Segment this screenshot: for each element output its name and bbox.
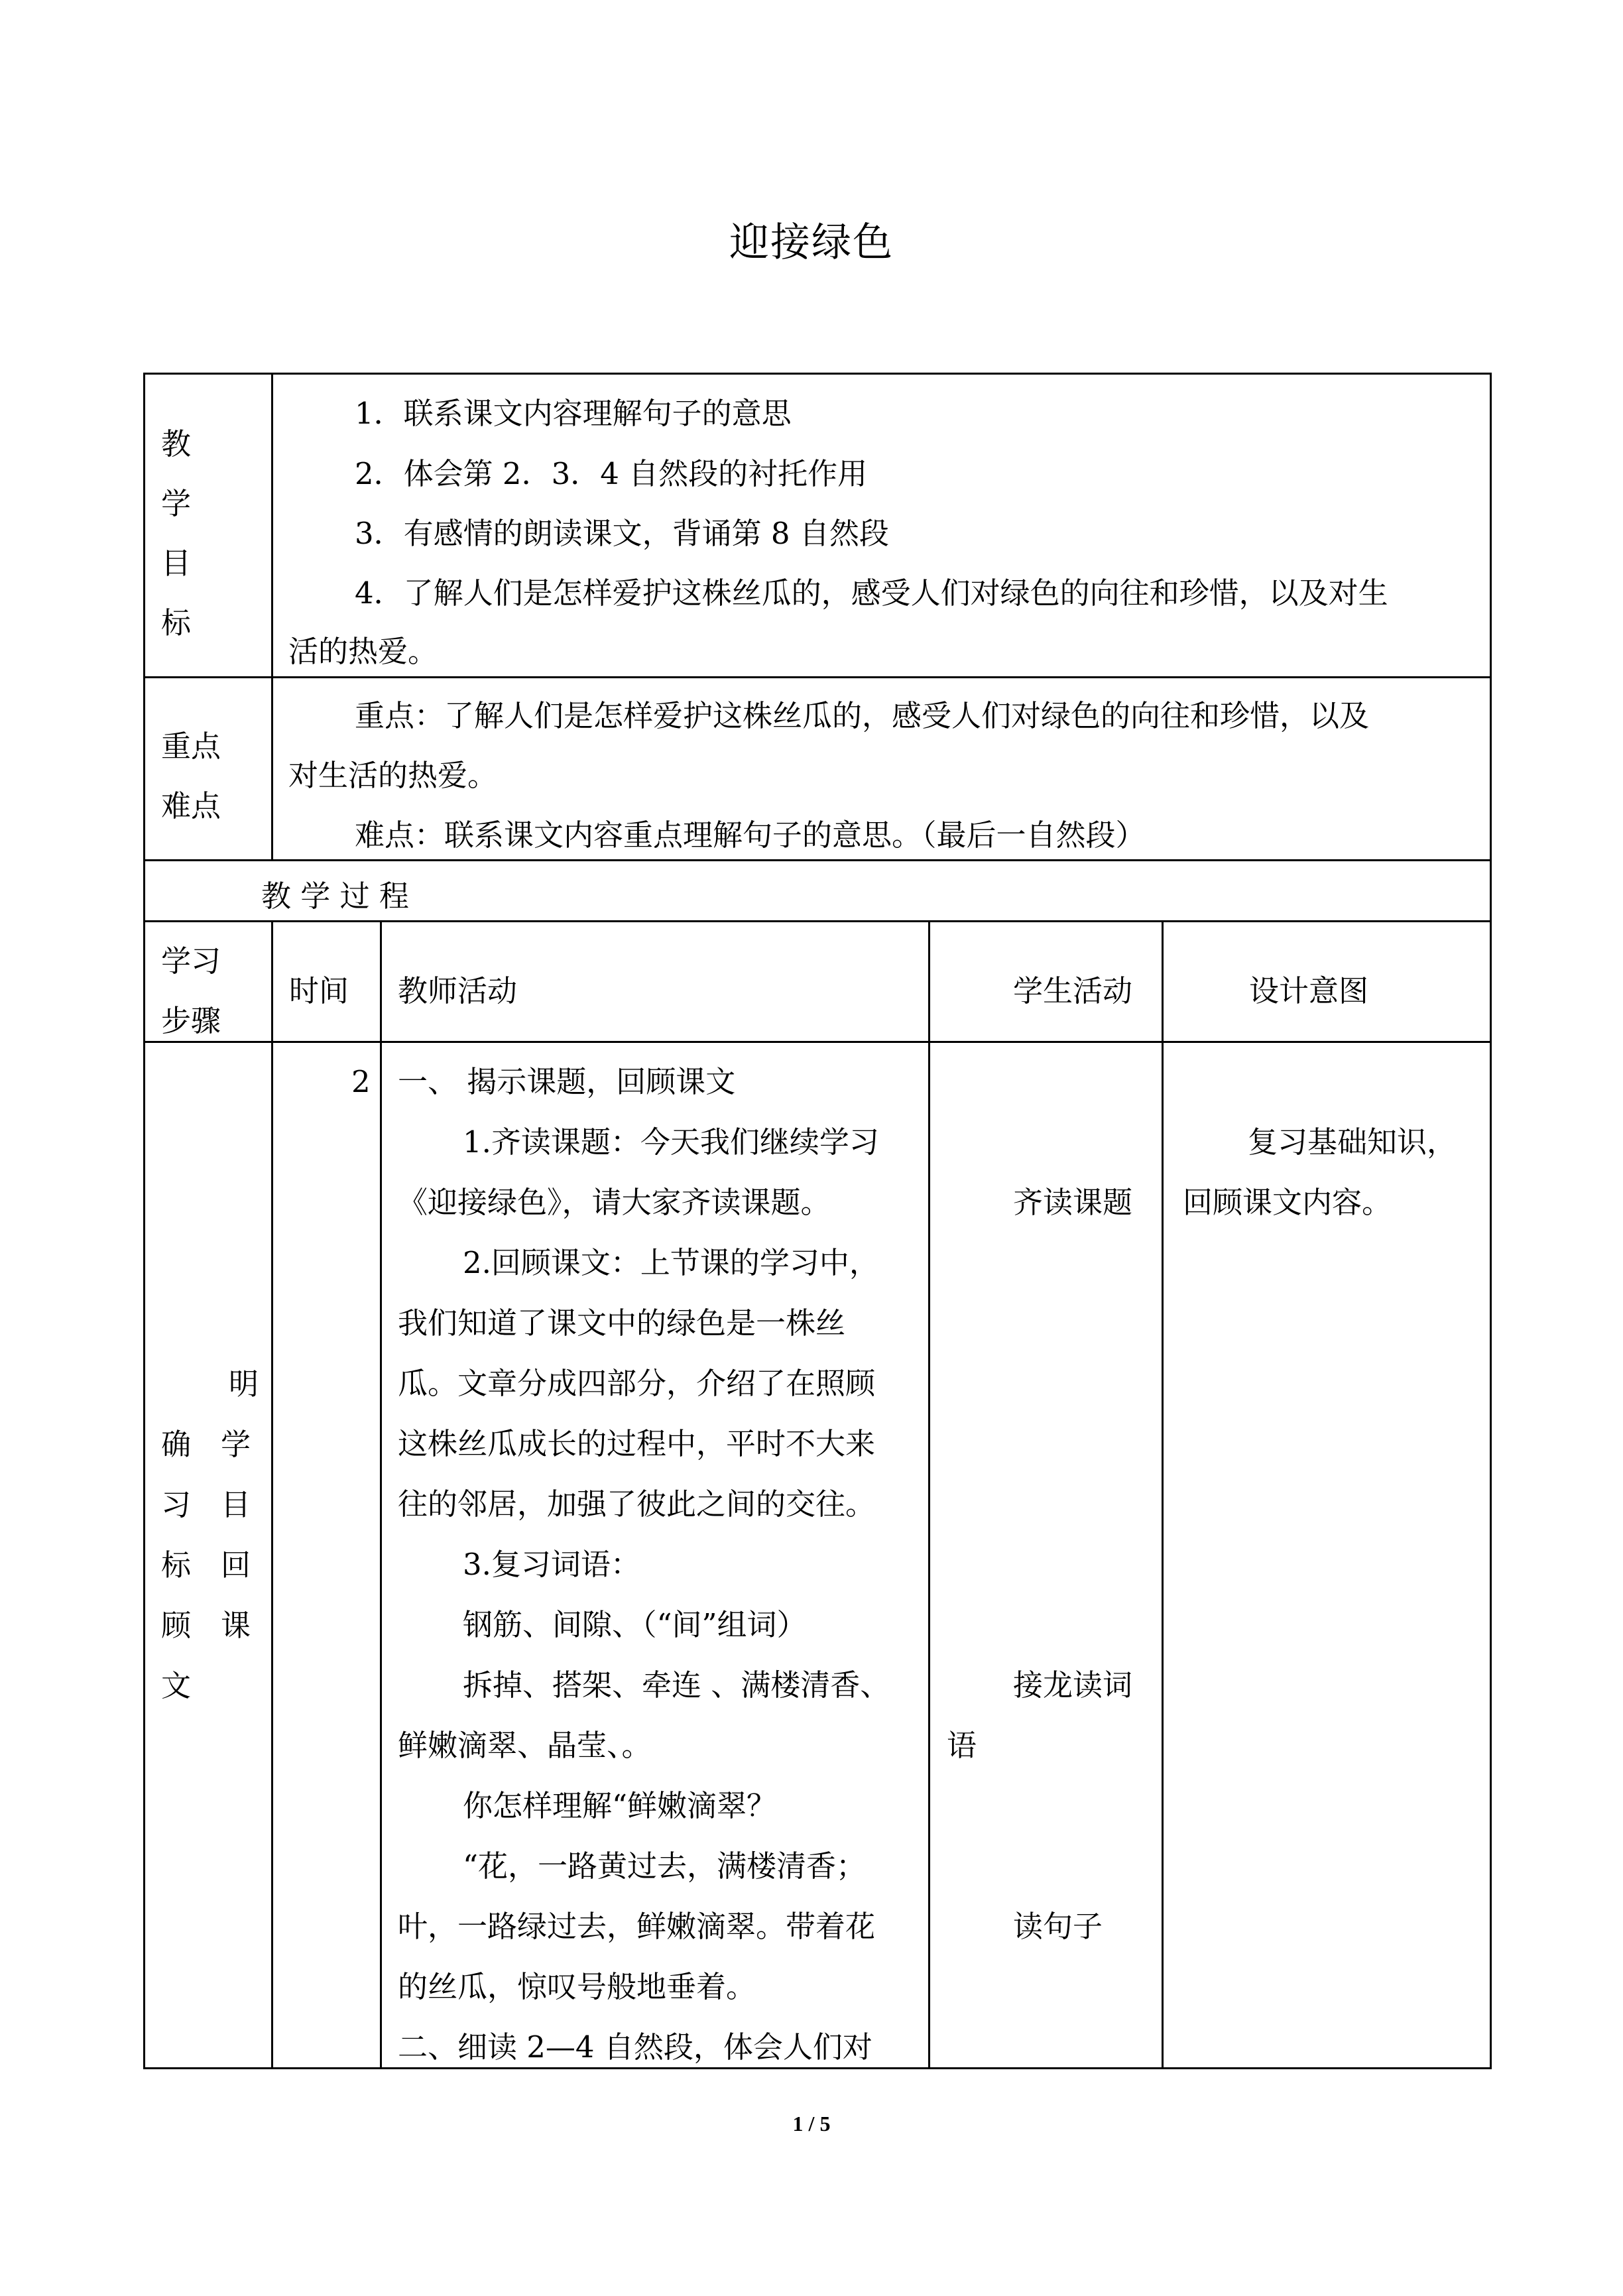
page-number: 1 / 5	[792, 2112, 831, 2136]
header-intent: 设计意图	[1249, 973, 1369, 1008]
header-step: 学习	[161, 943, 221, 979]
header-student: 学生活动	[1013, 973, 1133, 1008]
header-teacher: 教师活动	[398, 973, 518, 1008]
process-heading: 教 学 过 程	[261, 878, 409, 914]
header-time: 时间	[289, 973, 349, 1008]
document-title: 迎接绿色	[729, 219, 894, 266]
header-step: 步骤	[161, 1003, 221, 1038]
row1-time: 2	[351, 1064, 371, 1099]
